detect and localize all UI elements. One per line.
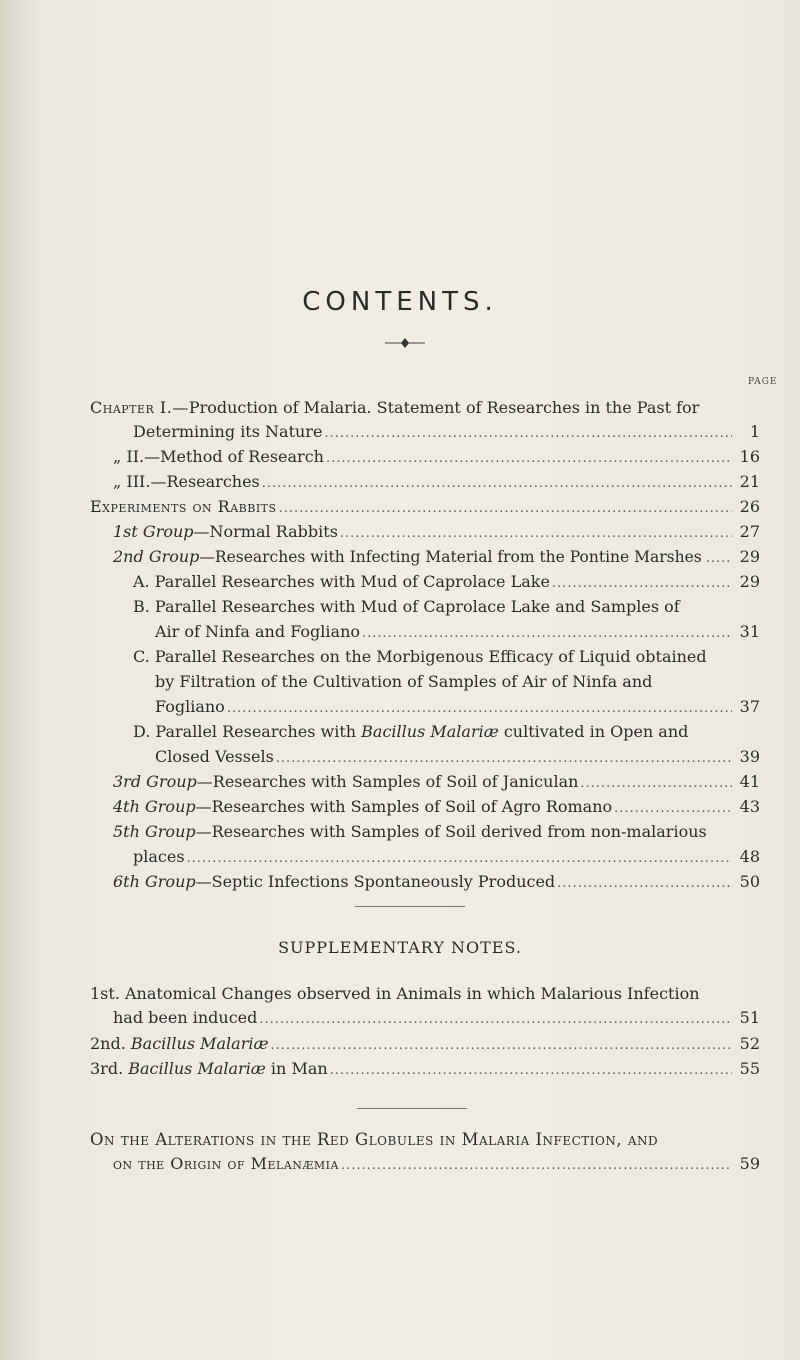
page-number: 48 [739, 847, 760, 866]
section-divider [357, 1108, 467, 1109]
toc-chapter-1[interactable]: Determining its Nature ..... 1 [133, 424, 760, 442]
title-ornament [385, 337, 425, 349]
page-number: 29 [739, 547, 760, 566]
page-number: 21 [739, 472, 760, 491]
page-number: 41 [739, 772, 760, 791]
page-number: 37 [739, 697, 760, 716]
page-number: 51 [739, 1008, 760, 1027]
toc-section-d[interactable]: Closed Vessels ..... 39 [155, 749, 760, 767]
page-number: 39 [739, 747, 760, 766]
page-number: 26 [739, 497, 760, 516]
page-number: 1 [749, 422, 760, 441]
toc-group-1[interactable]: 1st Group —Normal Rabbits ..... 27 [113, 524, 760, 542]
page-number: 16 [739, 447, 760, 466]
toc-group-3[interactable]: 3rd Group —Researches with Samples of Soil of Janiculan ..... 41 [113, 774, 760, 792]
page-number: 50 [739, 872, 760, 891]
page-number: 31 [739, 622, 760, 641]
toc-group-2[interactable]: 2nd Group —Researches with Infecting Material from the Pontine Marshes ..... 29 [113, 549, 760, 567]
toc-group-6[interactable]: 6th Group —Septic Infections Spontaneously Produced ..... 50 [113, 874, 760, 892]
page-number: 29 [739, 572, 760, 591]
supplementary-note-2[interactable]: 2nd. Bacillus Malariæ ..... 52 [90, 1036, 760, 1054]
toc-section-b[interactable]: Air of Ninfa and Fogliano ..... 31 [155, 624, 760, 642]
page-column-label: PAGE [748, 377, 778, 387]
toc-chapter-3[interactable]: „ III.—Researches ..... 21 [113, 474, 760, 492]
toc-group-5-line1: 5th Group—Researches with Samples of Soil derived from non-malarious [113, 822, 707, 841]
toc-section-a[interactable]: A. Parallel Researches with Mud of Caprolace Lake ..... 29 [133, 574, 760, 592]
page-title: CONTENTS. [302, 287, 498, 317]
page-number: 52 [739, 1034, 760, 1053]
supplementary-note-1-line1: 1st. Anatomical Changes observed in Animals in which Malarious Infection [90, 984, 700, 1003]
toc-section-d-line1: D. Parallel Researches with Bacillus Malariæ cultivated in Open and [133, 722, 689, 741]
toc-section-b-line1: B. Parallel Researches with Mud of Caprolace Lake and Samples of [133, 597, 680, 616]
toc-section-c[interactable]: Fogliano ..... 37 [155, 699, 760, 717]
toc-chapter-2[interactable]: „ II.—Method of Research ..... 16 [113, 449, 760, 467]
supplementary-title: SUPPLEMENTARY NOTES. [278, 938, 522, 957]
page-number: 55 [739, 1059, 760, 1078]
toc-chapter-1-line1: Chapter I.—Production of Malaria. Statement of Researches in the Past for [90, 398, 700, 417]
supplementary-note-1[interactable]: had been induced ..... 51 [113, 1010, 760, 1028]
final-entry-line1: On the Alterations in the Red Globules in Malaria Infection, and [90, 1130, 659, 1149]
toc-group-5[interactable]: places ..... 48 [133, 849, 760, 867]
section-divider [355, 906, 465, 907]
final-entry[interactable]: on the Origin of Melanæmia ..... 59 [113, 1156, 760, 1174]
page-number: 43 [739, 797, 760, 816]
page-number: 59 [739, 1154, 760, 1173]
toc-experiments-rabbits[interactable]: Experiments on Rabbits ..... 26 [90, 499, 760, 517]
toc-group-4[interactable]: 4th Group —Researches with Samples of Soil of Agro Romano ..... 43 [113, 799, 760, 817]
toc-section-c-line1: C. Parallel Researches on the Morbigenous Efficacy of Liquid obtained [133, 647, 707, 666]
toc-section-c-line2: by Filtration of the Cultivation of Samples of Air of Ninfa and [155, 672, 653, 691]
supplementary-note-3[interactable]: 3rd. Bacillus Malariæ in Man ..... 55 [90, 1061, 760, 1079]
page-number: 27 [739, 522, 760, 541]
